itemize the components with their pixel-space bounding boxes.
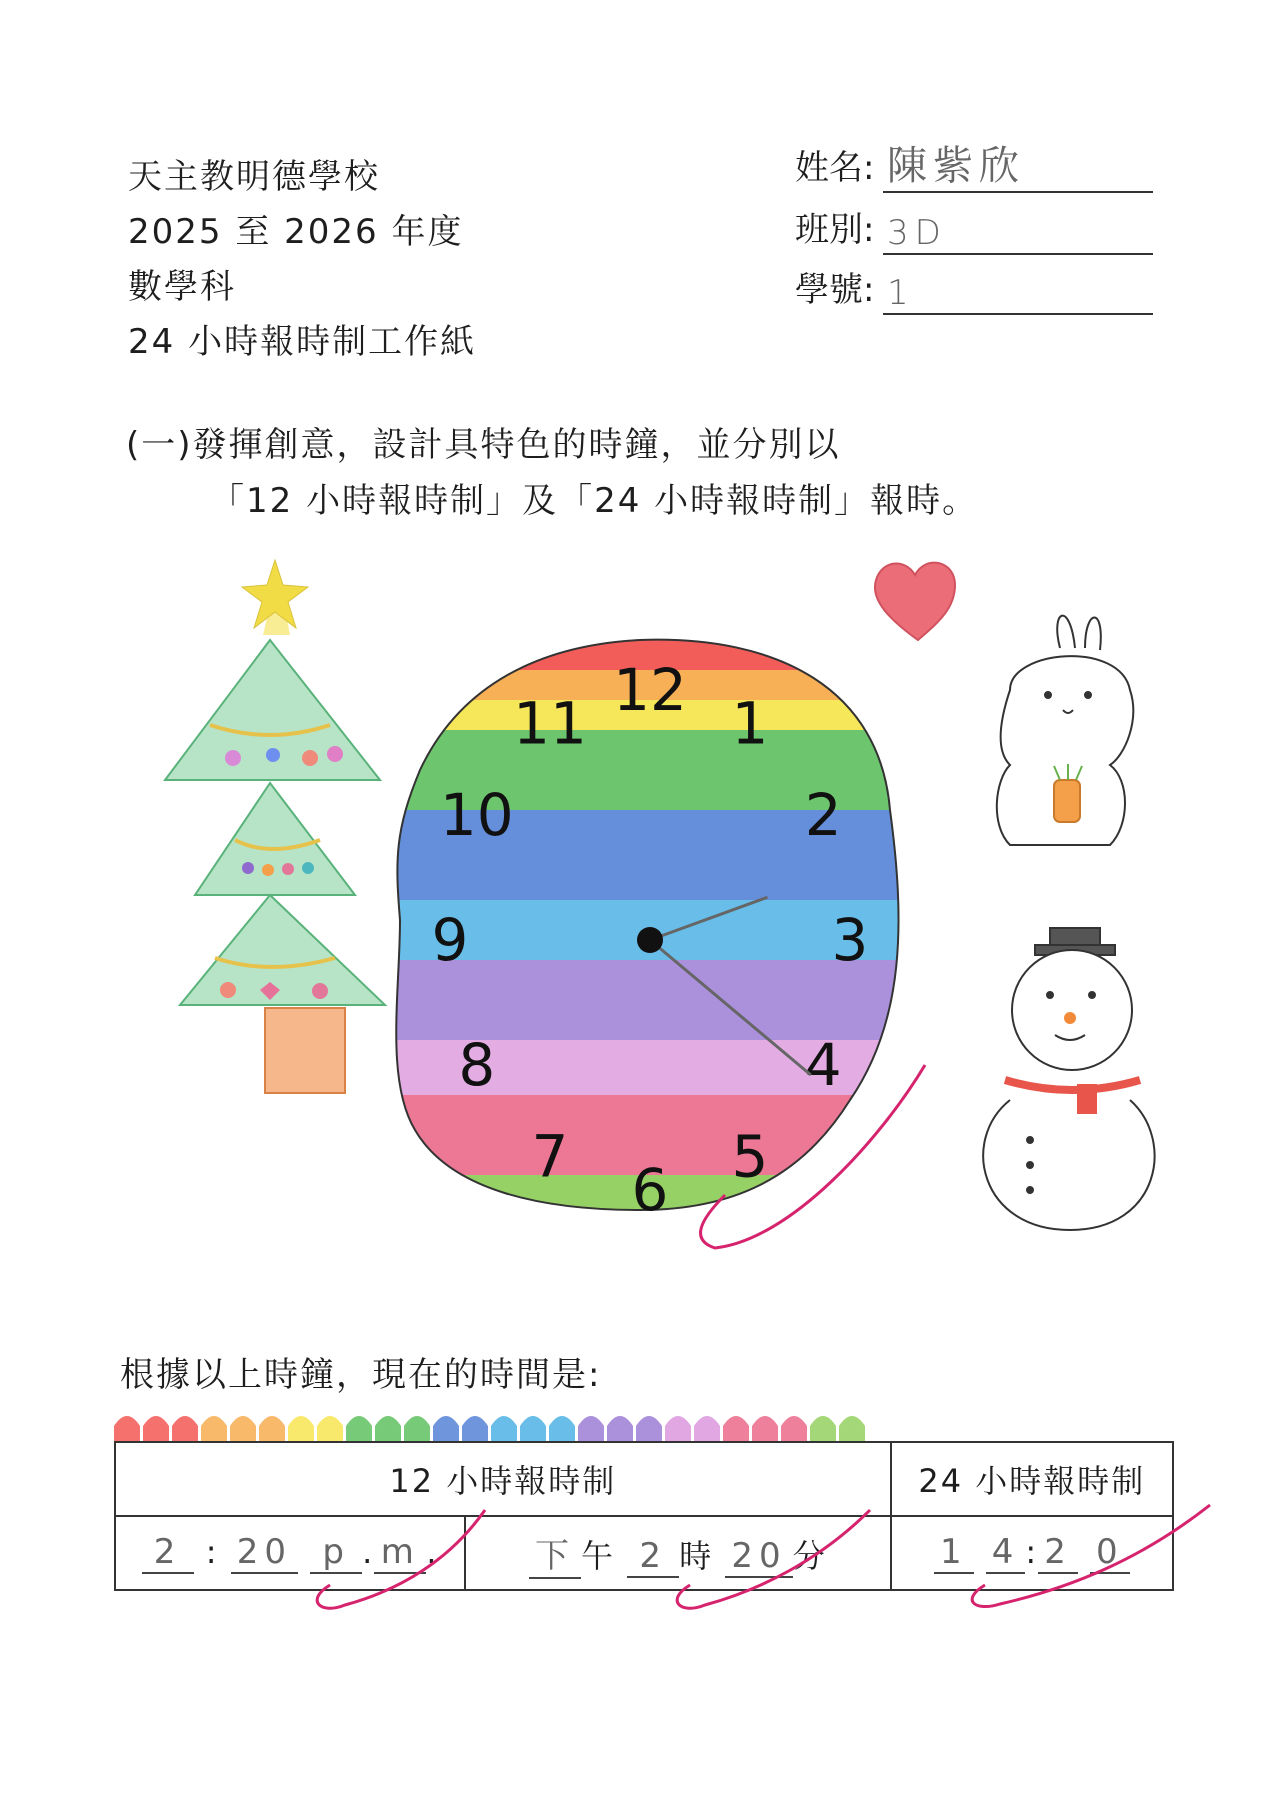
clock-number-9: 9 xyxy=(431,906,469,974)
scallop xyxy=(665,1416,691,1442)
clock-number-11: 11 xyxy=(513,689,587,758)
scallop xyxy=(346,1416,372,1442)
h24-a: 1 xyxy=(934,1532,974,1574)
scallop xyxy=(781,1416,807,1442)
h24-d: 0 xyxy=(1090,1532,1130,1574)
class-label: 班別: xyxy=(795,210,875,250)
scallop xyxy=(549,1416,575,1442)
clock-number-4: 4 xyxy=(804,1031,842,1099)
clock-number-6: 6 xyxy=(631,1156,669,1224)
zh-shi: 時 xyxy=(679,1536,714,1575)
christmas-tree-icon xyxy=(165,560,385,1093)
scallop xyxy=(723,1416,749,1442)
school-year: 2025 至 2026 年度 xyxy=(128,212,464,252)
scallop xyxy=(404,1416,430,1442)
scallop xyxy=(462,1416,488,1442)
scallop xyxy=(752,1416,778,1442)
scallop xyxy=(491,1416,517,1442)
h12-hour: 2 xyxy=(142,1532,194,1574)
h12-m: m xyxy=(374,1532,426,1574)
question-line-2: 「12 小時報時制」及「24 小時報時制」報時。 xyxy=(210,481,979,521)
clock-number-1: 1 xyxy=(731,689,769,758)
artwork xyxy=(0,540,1280,1340)
number-label: 學號: xyxy=(795,270,875,310)
clock-number-10: 10 xyxy=(439,781,514,849)
zh-min: 20 xyxy=(725,1536,792,1578)
clock-number-2: 2 xyxy=(804,781,842,849)
h24-b: 4 xyxy=(986,1532,1026,1574)
scallop xyxy=(114,1416,140,1442)
class-field xyxy=(795,202,947,253)
question-line-1: (一)發揮創意，設計具特色的時鐘，並分別以 xyxy=(126,425,841,465)
clock-number-3: 3 xyxy=(831,906,869,974)
scallop xyxy=(607,1416,633,1442)
clock-number-12: 12 xyxy=(613,656,687,724)
clock-number-7: 7 xyxy=(531,1122,569,1191)
scallop xyxy=(143,1416,169,1442)
class-value: 3D xyxy=(887,213,947,253)
worksheet-title: 24 小時報時制工作紙 xyxy=(128,322,477,362)
clock-number-5: 5 xyxy=(731,1122,769,1191)
scallop xyxy=(578,1416,604,1442)
col-header-12h: 12 小時報時制 xyxy=(115,1442,891,1516)
scallop xyxy=(259,1416,285,1442)
rainbow-scallop-decoration xyxy=(114,1404,894,1444)
scallop xyxy=(201,1416,227,1442)
scallop xyxy=(839,1416,865,1442)
name-label: 姓名: xyxy=(795,148,875,188)
scallop xyxy=(317,1416,343,1442)
scallop xyxy=(433,1416,459,1442)
zh-hour: 2 xyxy=(627,1536,679,1578)
h12-min: 20 xyxy=(231,1532,298,1574)
scallop xyxy=(694,1416,720,1442)
h12-p: p xyxy=(310,1532,362,1574)
cell-12h-numeric[interactable]: 2 : 20 p . m . xyxy=(115,1516,465,1590)
number-value: 1 xyxy=(887,273,915,313)
bunny-icon xyxy=(997,616,1133,845)
col-header-24h: 24 小時報時制 xyxy=(891,1442,1173,1516)
school-name: 天主教明德學校 xyxy=(128,157,380,197)
scallop xyxy=(230,1416,256,1442)
scallop xyxy=(172,1416,198,1442)
scallop xyxy=(375,1416,401,1442)
scallop xyxy=(810,1416,836,1442)
snowman-icon xyxy=(983,928,1154,1230)
heart-icon xyxy=(875,563,955,640)
zh-fen: 分 xyxy=(792,1536,827,1575)
name-field xyxy=(795,140,1025,189)
cell-24h[interactable]: 1 4 : 2 0 xyxy=(891,1516,1173,1590)
clock-number-8: 8 xyxy=(458,1031,496,1099)
clock-center xyxy=(637,927,663,953)
scallop xyxy=(636,1416,662,1442)
subject: 數學科 xyxy=(128,267,236,307)
zh-prefix: 下 xyxy=(529,1528,581,1579)
number-field xyxy=(795,262,915,313)
answer-prompt: 根據以上時鐘，現在的時間是: xyxy=(120,1355,602,1395)
scallop xyxy=(288,1416,314,1442)
answer-check-marks xyxy=(0,1500,1280,1610)
h24-c: 2 xyxy=(1038,1532,1078,1574)
name-value: 陳紫欣 xyxy=(887,143,1025,189)
scallop xyxy=(520,1416,546,1442)
zh-wu: 午 xyxy=(581,1536,616,1575)
